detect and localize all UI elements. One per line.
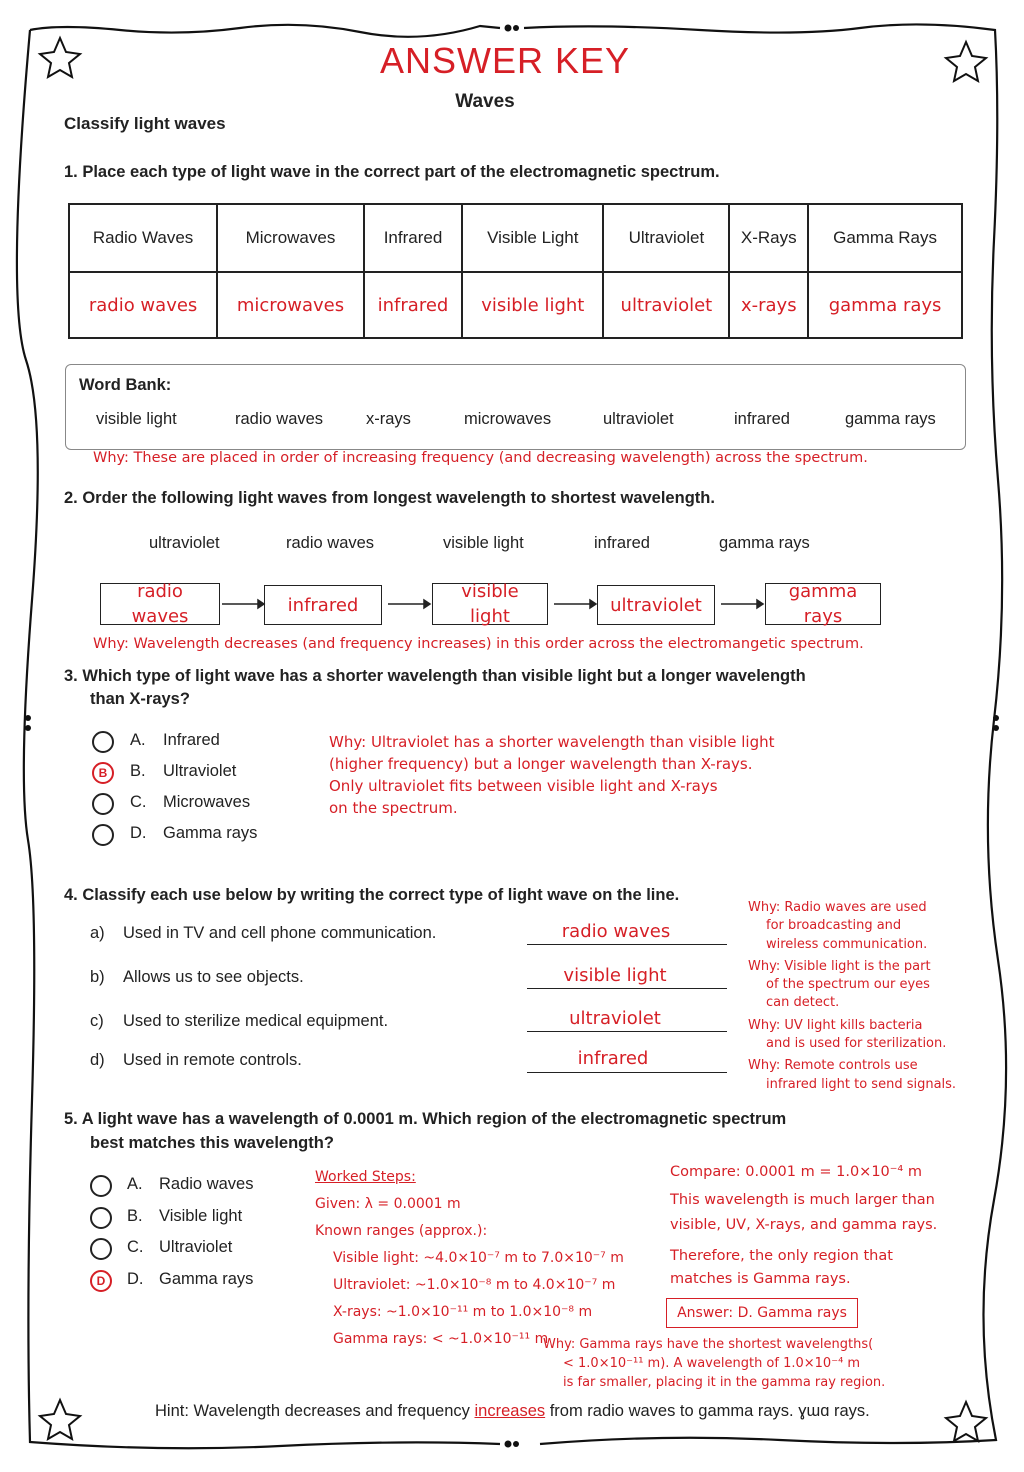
- why-line: of the spectrum our eyes: [766, 977, 930, 993]
- option-text: Microwaves: [163, 793, 251, 811]
- option-letter: C.: [127, 1238, 144, 1256]
- answer-text: infrared: [577, 1048, 649, 1069]
- range-line: X-rays: ~1.0×10⁻¹¹ m to 1.0×10⁻⁸ m: [333, 1304, 593, 1320]
- compare-line: visible, UV, X-rays, and gamma rays.: [670, 1217, 938, 1233]
- range-line: Visible light: ~4.0×10⁻⁷ m to 7.0×10⁻⁷ m: [333, 1250, 624, 1266]
- order-item: gamma rays: [719, 534, 810, 552]
- option-radio[interactable]: [92, 731, 114, 753]
- order-item: radio waves: [286, 534, 375, 552]
- worked-step: Given: λ = 0.0001 m: [315, 1196, 461, 1212]
- hint-part: from radio waves to gamma rays. ɣɯɑ rays.: [545, 1402, 870, 1420]
- answer-cell: ultraviolet: [603, 272, 729, 338]
- answer-text: ultraviolet: [569, 1008, 661, 1029]
- table-header: Gamma Rays: [808, 204, 962, 272]
- why-line: for broadcasting and: [766, 918, 902, 934]
- why-line: and is used for sterilization.: [766, 1036, 947, 1052]
- compare-line: Compare: 0.0001 m = 1.0×10⁻⁴ m: [670, 1164, 922, 1180]
- option-radio[interactable]: [90, 1175, 112, 1197]
- arrow-right-icon: [258, 600, 264, 608]
- answer-text: visible light: [563, 965, 667, 986]
- word-bank-item: radio waves: [235, 410, 324, 428]
- why-line: can detect.: [766, 995, 840, 1011]
- why-line: wireless communication.: [766, 936, 928, 952]
- order-item: infrared: [594, 534, 650, 552]
- option-text: Radio waves: [159, 1175, 254, 1193]
- compare-line: This wavelength is much larger than: [670, 1192, 935, 1208]
- worked-step: Known ranges (approx.):: [315, 1223, 488, 1239]
- item-label: a): [90, 924, 105, 942]
- option-letter: A.: [130, 731, 146, 749]
- star-icon: [946, 1402, 986, 1441]
- why-line: on the spectrum.: [329, 799, 458, 817]
- why-line: Only ultraviolet fits between visible light and X-rays: [329, 777, 718, 795]
- arrow-right-icon: [590, 600, 596, 608]
- word-bank-item: infrared: [734, 410, 790, 428]
- star-icon: [40, 1400, 80, 1439]
- question-3-prompt-cont: than X-rays?: [90, 690, 190, 708]
- why-line: Why: UV light kills bacteria: [748, 1017, 923, 1033]
- compare-line: matches is Gamma rays.: [670, 1271, 851, 1287]
- item-text: Used in TV and cell phone communication.: [123, 924, 437, 942]
- option-text: Gamma rays: [159, 1270, 254, 1288]
- order-item: ultraviolet: [149, 534, 220, 552]
- worked-steps: [315, 1164, 624, 1353]
- option-radio-selected[interactable]: B: [92, 762, 114, 784]
- why-line: (higher frequency) but a longer wavelength than X-rays.: [329, 755, 753, 773]
- question-5-prompt-cont: best matches this wavelength?: [90, 1134, 334, 1152]
- option-text: Infrared: [163, 731, 220, 749]
- answer-cell: visible light: [462, 272, 603, 338]
- compare-line: Therefore, the only region that: [670, 1248, 893, 1264]
- hint-part: Hint: Wavelength decreases and frequency: [155, 1402, 475, 1420]
- table-header: X-Rays: [729, 204, 808, 272]
- answer-line[interactable]: [527, 988, 727, 989]
- answer-cell: radio waves: [69, 272, 217, 338]
- question-3-prompt: 3. Which type of light wave has a shorter wavelength than visible light but a longer wavelength: [64, 667, 806, 685]
- option-radio[interactable]: [92, 793, 114, 815]
- item-label: b): [90, 968, 105, 986]
- why-note: [543, 1335, 885, 1392]
- option-letter: B.: [127, 1207, 143, 1225]
- order-answer: visible light: [461, 581, 519, 627]
- why-note: Why: These are placed in order of increasing frequency (and decreasing wavelength) across the spectrum.: [93, 450, 868, 466]
- answer-cell: microwaves: [217, 272, 364, 338]
- hint-text: [155, 1402, 870, 1421]
- order-arrows: [0, 0, 1024, 700]
- answer-box: Answer: D. Gamma rays: [666, 1298, 858, 1328]
- table-header: Infrared: [364, 204, 462, 272]
- worked-steps-title: Worked Steps:: [315, 1169, 416, 1185]
- answer-cell: x-rays: [729, 272, 808, 338]
- why-note: [329, 731, 775, 819]
- option-text: Visible light: [159, 1207, 243, 1225]
- hint-highlight: increases: [474, 1402, 546, 1420]
- section-heading: Classify light waves: [64, 114, 226, 133]
- arrow-right-icon: [424, 600, 430, 608]
- answer-line[interactable]: [527, 944, 727, 945]
- option-letter: D.: [130, 824, 147, 842]
- option-radio[interactable]: [90, 1238, 112, 1260]
- word-bank-item: x-rays: [366, 410, 411, 428]
- item-text: Used in remote controls.: [123, 1051, 302, 1069]
- word-bank-item: ultraviolet: [603, 410, 674, 428]
- option-radio-selected[interactable]: D: [90, 1270, 112, 1292]
- question-4-prompt: 4. Classify each use below by writing the correct type of light wave on the line.: [64, 886, 680, 904]
- answer-line[interactable]: [527, 1031, 727, 1032]
- why-line: Why: Radio waves are used: [748, 900, 927, 915]
- order-answer: infrared: [287, 594, 359, 616]
- option-letter: D.: [127, 1270, 144, 1288]
- word-bank-item: gamma rays: [845, 410, 936, 428]
- answer-cell: infrared: [364, 272, 462, 338]
- why-line: < 1.0×10⁻¹¹ m). A wavelength of 1.0×10⁻⁴ m: [563, 1356, 861, 1371]
- why-note: Why: Wavelength decreases (and frequency increases) in this order across the electromangetic spectrum.: [93, 636, 864, 652]
- option-radio[interactable]: [90, 1207, 112, 1229]
- why-note: [748, 899, 956, 1094]
- item-text: Used to sterilize medical equipment.: [123, 1012, 389, 1030]
- option-text: Gamma rays: [163, 824, 258, 842]
- why-line: Why: Gamma rays have the shortest wavelengths(: [543, 1337, 874, 1352]
- range-line: Gamma rays: < ~1.0×10⁻¹¹ m: [333, 1331, 549, 1347]
- why-line: infrared light to send signals.: [766, 1076, 957, 1092]
- answer-cell: gamma rays: [808, 272, 962, 338]
- page-subtitle: Waves: [455, 91, 515, 112]
- answer-line[interactable]: [527, 1072, 727, 1073]
- why-line: Why: Visible light is the part: [748, 958, 931, 974]
- option-letter: A.: [127, 1175, 143, 1193]
- word-bank-label: Word Bank:: [79, 376, 172, 394]
- item-label: c): [90, 1012, 104, 1030]
- word-bank-item: microwaves: [464, 410, 552, 428]
- order-answer: gamma rays: [788, 581, 858, 627]
- table-header: Ultraviolet: [603, 204, 729, 272]
- option-text: Ultraviolet: [159, 1238, 233, 1256]
- range-line: Ultraviolet: ~1.0×10⁻⁸ m to 4.0×10⁻⁷ m: [333, 1277, 616, 1293]
- order-item: visible light: [443, 534, 524, 552]
- why-line: is far smaller, placing it in the gamma ray region.: [563, 1375, 886, 1390]
- item-label: d): [90, 1051, 105, 1069]
- question-2-prompt: 2. Order the following light waves from longest wavelength to shortest wavelength.: [64, 489, 715, 507]
- option-letter: B.: [130, 762, 146, 780]
- table-header: Radio Waves: [69, 204, 217, 272]
- order-answer: ultraviolet: [610, 594, 702, 616]
- compare-note: [670, 1164, 937, 1295]
- order-answer: radio waves: [131, 581, 189, 627]
- why-line: Why: Ultraviolet has a shorter wavelength than visible light: [329, 733, 775, 751]
- option-text: Ultraviolet: [163, 762, 237, 780]
- option-letter: C.: [130, 793, 147, 811]
- question-1-prompt: 1. Place each type of light wave in the correct part of the electromagnetic spectrum.: [64, 163, 720, 181]
- question-5-prompt: 5. A light wave has a wavelength of 0.0001 m. Which region of the electromagnetic spectrum: [64, 1110, 787, 1128]
- why-line: Why: Remote controls use: [748, 1058, 918, 1074]
- page-title: ANSWER KEY: [379, 40, 631, 81]
- word-bank-item: visible light: [96, 410, 177, 428]
- arrow-right-icon: [757, 600, 763, 608]
- table-header: Microwaves: [217, 204, 364, 272]
- option-radio[interactable]: [92, 824, 114, 846]
- answer-text: radio waves: [561, 921, 671, 942]
- table-header: Visible Light: [462, 204, 603, 272]
- item-text: Allows us to see objects.: [123, 968, 304, 986]
